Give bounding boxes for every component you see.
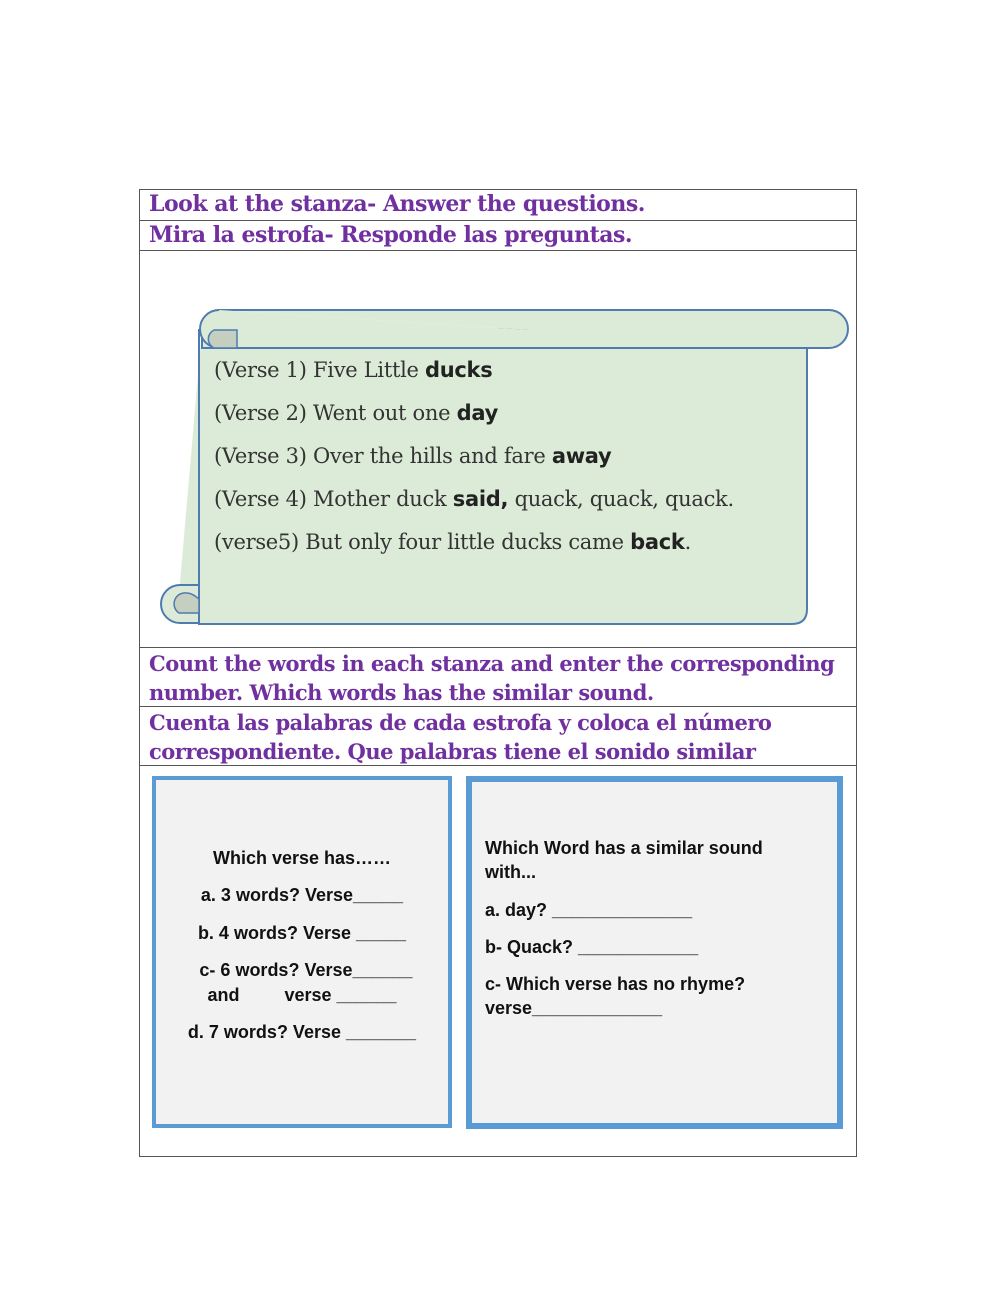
verse-5-keyword: back bbox=[630, 530, 685, 554]
verse-count-title: Which verse has…… bbox=[212, 848, 392, 868]
verse-5: (verse5) But only four little ducks came back. bbox=[214, 530, 691, 554]
verse-3: (Verse 3) Over the hills and fare away bbox=[214, 444, 612, 468]
stanza-row bbox=[140, 251, 856, 648]
instruction-english-row bbox=[140, 648, 856, 707]
question-day[interactable]: a. day? ______________ bbox=[485, 900, 693, 920]
instruction-spanish-row bbox=[140, 707, 856, 766]
verse-count-box bbox=[152, 776, 452, 1128]
verse-4-keyword: said, bbox=[452, 487, 509, 511]
question-6-words-and[interactable]: and verse ______ bbox=[207, 985, 397, 1005]
verse-1: (Verse 1) Five Little ducks bbox=[214, 358, 493, 382]
question-7-words[interactable]: d. 7 words? Verse _______ bbox=[187, 1022, 417, 1042]
question-no-rhyme-answer[interactable]: verse_____________ bbox=[485, 998, 663, 1018]
similar-sound-title-1: Which Word has a similar sound bbox=[485, 838, 763, 858]
stanza-verses bbox=[214, 349, 734, 564]
heading-spanish-row bbox=[140, 221, 856, 251]
question-4-words[interactable]: b. 4 words? Verse _____ bbox=[197, 923, 407, 943]
questions-row bbox=[140, 766, 856, 1158]
verse-3-keyword: away bbox=[551, 444, 612, 468]
similar-sound-box bbox=[466, 776, 843, 1129]
instruction-spanish: Cuenta las palabras de cada estrofa y coloca el número correspondiente. Que palabras tiene el sonido similar bbox=[149, 710, 772, 764]
question-3-words[interactable]: a. 3 words? Verse_____ bbox=[200, 885, 404, 905]
verse-1-keyword: ducks bbox=[425, 358, 493, 382]
heading-english: Look at the stanza- Answer the questions. bbox=[149, 191, 645, 217]
question-6-words[interactable]: c- 6 words? Verse______ bbox=[199, 960, 413, 980]
question-quack[interactable]: b- Quack? ____________ bbox=[485, 937, 699, 957]
heading-spanish: Mira la estrofa- Responde las preguntas. bbox=[149, 222, 633, 248]
worksheet-table bbox=[139, 189, 857, 1157]
similar-sound-title-2: with... bbox=[485, 862, 536, 882]
verse-2: (Verse 2) Went out one day bbox=[214, 401, 498, 425]
heading-english-row bbox=[140, 190, 856, 221]
instruction-english: Count the words in each stanza and enter the corresponding number. Which words has the similar sound. bbox=[149, 651, 835, 705]
question-no-rhyme: c- Which verse has no rhyme? bbox=[485, 974, 746, 994]
verse-4: (Verse 4) Mother duck said, quack, quack, quack. bbox=[214, 487, 734, 511]
verse-2-keyword: day bbox=[456, 401, 498, 425]
